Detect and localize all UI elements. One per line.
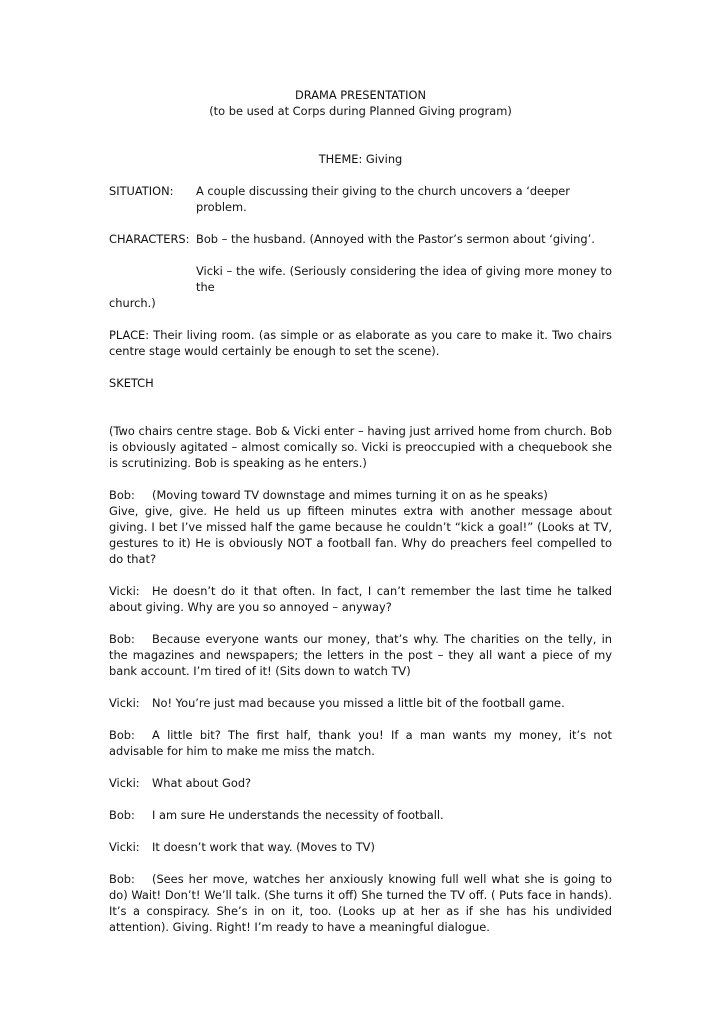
character-vicki-line2: church.) (109, 296, 156, 310)
speaker-label: Bob: (109, 808, 135, 822)
dialogue-text-continued: Give, give, give. He held us up fifteen minutes extra with another message about giving. I bet I’ve missed half the game because he couldn’t “kick a goal!” (Looks at TV, gestures to it) He is obviously NOT a football fan. Why do preachers feel compelled to do that? (109, 504, 612, 566)
speaker-label: Bob: (109, 488, 135, 502)
dialogue-text: Because everyone wants our money, that’s why. The charities on the telly, in the magazines and newspapers; the letters in the post – they all want a piece of my bank account. I’m tired of it! (Sits down to watch TV) (109, 632, 612, 678)
place-paragraph: PLACE: Their living room. (as simple or as elaborate as you care to make it. Two chairs centre stage would certainly be enough to set the scene). (109, 328, 612, 358)
dialogue-bob-3 (109, 727, 612, 759)
dialogue-text: I am sure He understands the necessity of football. (152, 808, 444, 822)
characters-row (109, 231, 612, 247)
situation-row (109, 183, 612, 215)
dialogue-vicki-1 (109, 583, 612, 615)
document-page (109, 87, 612, 935)
speaker-label: Vicki: (109, 776, 140, 790)
dialogue-text: What about God? (152, 776, 252, 790)
dialogue-vicki-2 (109, 695, 612, 711)
speaker-label: Bob: (109, 728, 135, 742)
theme-line: THEME: Giving (318, 152, 403, 166)
dialogue-text: No! You’re just mad because you missed a little bit of the football game. (152, 696, 565, 710)
dialogue-vicki-4 (109, 839, 612, 855)
dialogue-text: (Moving toward TV downstage and mimes turning it on as he speaks) (152, 488, 548, 502)
character-vicki-line1: Vicki – the wife. (Seriously considering the idea of giving more money to the (196, 264, 612, 294)
stage-direction: (Two chairs centre stage. Bob & Vicki enter – having just arrived home from church. Bob is obviously agitated – almost comically so. Vicki is preoccupied with a chequebook she is scrutinizing. Bob is speaking as he enters.) (109, 424, 612, 470)
speaker-label: Vicki: (109, 840, 140, 854)
dialogue-bob-4 (109, 807, 612, 823)
document-subtitle: (to be used at Corps during Planned Giving program) (209, 104, 512, 118)
speaker-label: Vicki: (109, 584, 140, 598)
characters-label: CHARACTERS: (109, 232, 190, 246)
dialogue-bob-5 (109, 871, 612, 935)
dialogue-text: It doesn’t work that way. (Moves to TV) (152, 840, 375, 854)
speaker-label: Vicki: (109, 696, 140, 710)
speaker-label: Bob: (109, 872, 135, 886)
document-title: DRAMA PRESENTATION (295, 88, 426, 102)
dialogue-text: (Sees her move, watches her anxiously knowing full well what she is going to do) Wait! Don’t! We’ll talk. (She turns it off) She turned the TV off. ( Puts face in hands). It’s a conspiracy. She’s in on it, too. (Looks up at her as if she has his undivided attention). Giving. Right! I’m ready to have a meaningful dialogue. (109, 872, 612, 934)
dialogue-bob-2 (109, 631, 612, 679)
dialogue-bob-1 (109, 487, 612, 567)
dialogue-text: A little bit? The first half, thank you! If a man wants my money, it’s not advisable for him to make me miss the match. (109, 728, 612, 758)
dialogue-vicki-3 (109, 775, 612, 791)
dialogue-text: He doesn’t do it that often. In fact, I can’t remember the last time he talked about giving. Why are you so annoyed – anyway? (109, 584, 612, 614)
speaker-label: Bob: (109, 632, 135, 646)
situation-text: A couple discussing their giving to the church uncovers a ‘deeper problem. (196, 184, 570, 214)
sketch-heading: SKETCH (109, 376, 154, 390)
situation-label: SITUATION: (109, 184, 174, 198)
character-bob: Bob – the husband. (Annoyed with the Pastor’s sermon about ‘giving’. (196, 232, 595, 246)
